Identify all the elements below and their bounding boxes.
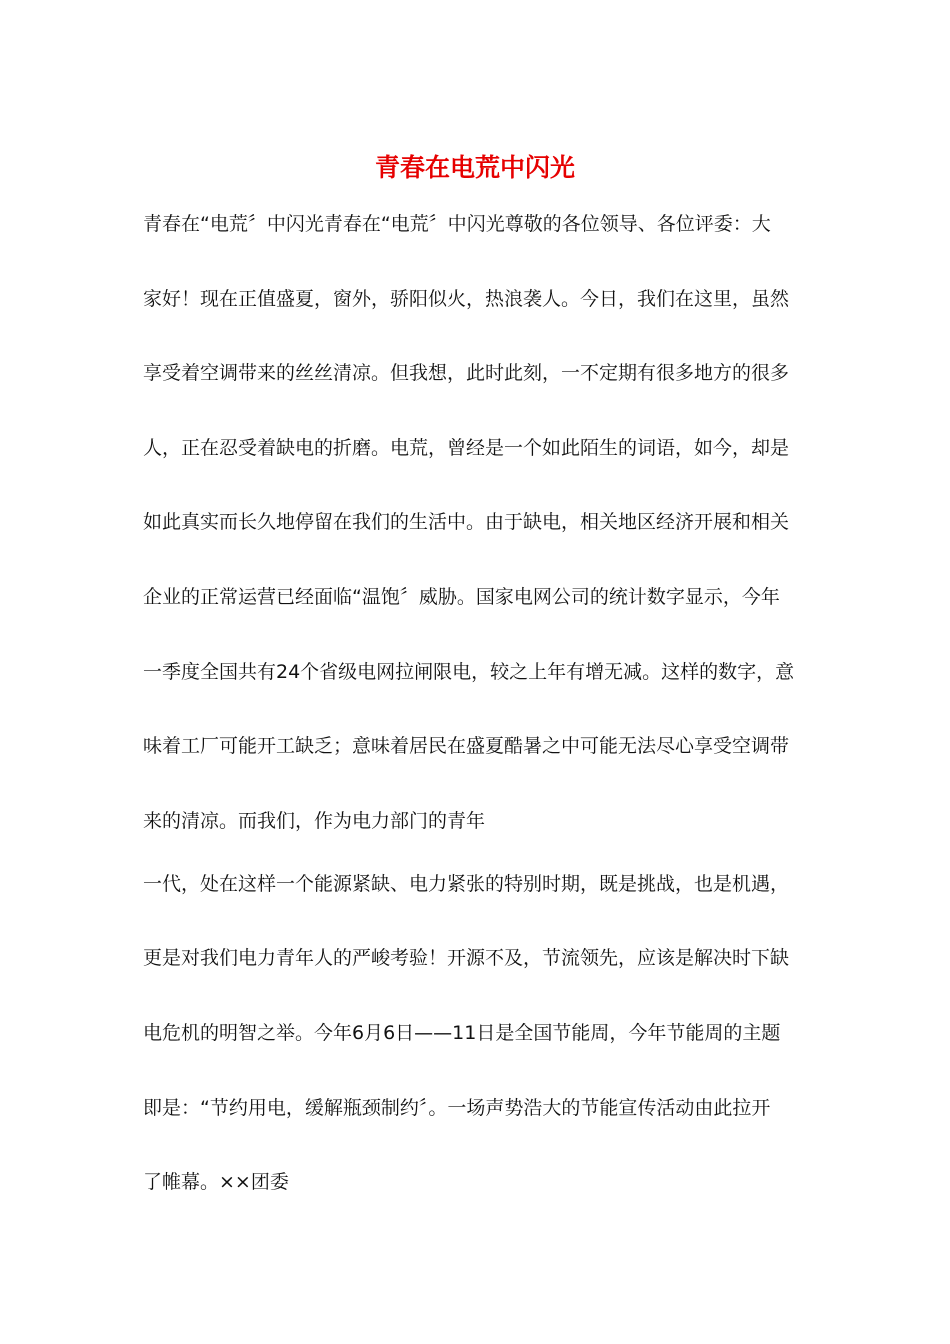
body-line-4: 人，正在忍受着缺电的折磨。电荒，曾经是一个如此陌生的词语，如今，却是 [143, 437, 790, 459]
body-line-10: 一代，处在这样一个能源紧缺、电力紧张的特别时期，既是挑战，也是机遇， [143, 873, 790, 895]
body-line-8: 味着工厂可能开工缺乏；意味着居民在盛夏酷暑之中可能无法尽心享受空调带 [143, 735, 790, 757]
body-line-13: 即是：“节约用电，缓解瓶颈制约〞。一场声势浩大的节能宣传活动由此拉开 [143, 1097, 771, 1119]
body-line-9: 来的清凉。而我们，作为电力部门的青年 [143, 810, 486, 832]
body-line-12: 电危机的明智之举。今年6月6日——11日是全国节能周，今年节能周的主题 [143, 1022, 781, 1044]
document-title: 青春在电荒中闪光 [374, 153, 575, 182]
body-line-2: 家好！现在正值盛夏，窗外，骄阳似火，热浪袭人。今日，我们在这里，虽然 [143, 288, 790, 310]
body-line-6: 企业的正常运营已经面临“温饱〞威胁。国家电网公司的统计数字显示，今年 [143, 586, 780, 608]
body-line-1: 青春在“电荒〞中闪光青春在“电荒〞中闪光尊敬的各位领导、各位评委：大 [143, 213, 771, 235]
body-line-5: 如此真实而长久地停留在我们的生活中。由于缺电，相关地区经济开展和相关 [143, 511, 790, 533]
body-line-3: 享受着空调带来的丝丝清凉。但我想，此时此刻，一不定期有很多地方的很多 [143, 362, 790, 384]
body-line-7: 一季度全国共有24个省级电网拉闸限电，较之上年有增无减。这样的数字，意 [143, 661, 795, 683]
body-line-14: 了帷幕。××团委 [143, 1171, 289, 1193]
body-line-11: 更是对我们电力青年人的严峻考验！开源不及，节流领先，应该是解决时下缺 [143, 947, 790, 969]
